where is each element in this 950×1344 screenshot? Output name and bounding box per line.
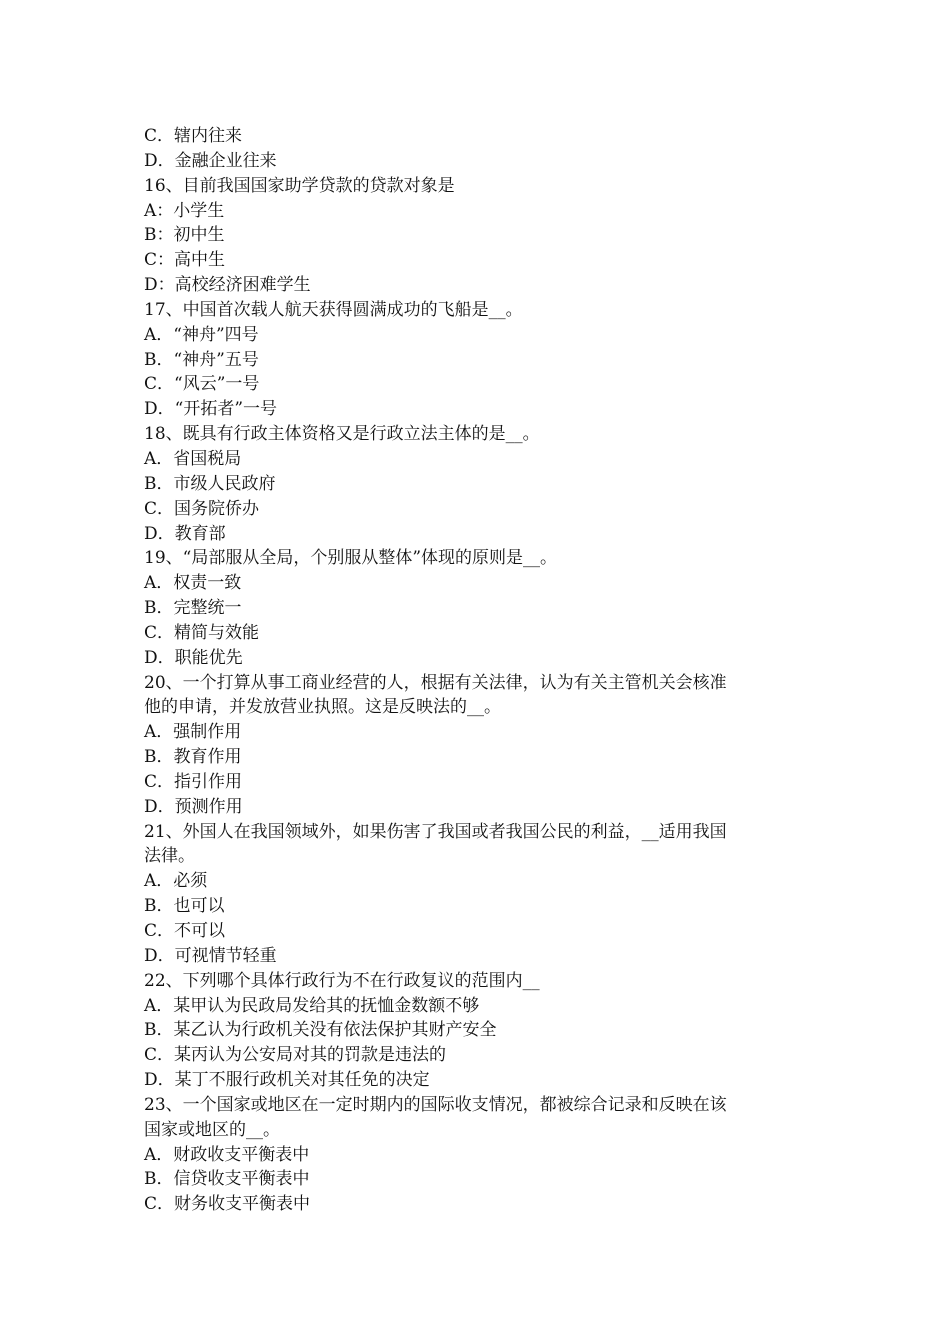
q21-option-d: D．可视情节轻重: [144, 945, 277, 966]
q17-option-d: D．“开拓者”一号: [144, 399, 278, 420]
q22-option-d: D．某丁不服行政机关对其任免的决定: [144, 1070, 430, 1091]
q23-option-b: B．信贷收支平衡表中: [144, 1169, 310, 1190]
question-20-line-1: 20、一个打算从事工商业经营的人，根据有关法律，认为有关主管机关会核准: [144, 672, 727, 693]
q17-option-c: C．“风云”一号: [144, 374, 260, 395]
q18-option-d: D．教育部: [144, 523, 226, 544]
q19-option-d: D．职能优先: [144, 647, 243, 668]
q18-option-a: A．省国税局: [144, 448, 242, 469]
question-21-line-1: 21、外国人在我国领域外，如果伤害了我国或者我国公民的利益，__适用我国: [144, 821, 727, 842]
q17-option-b: B．“神舟”五号: [144, 349, 259, 370]
q19-option-a: A．权责一致: [144, 573, 242, 594]
question-23-line-2: 国家或地区的__。: [144, 1119, 280, 1140]
text-line-d-option: D．金融企业往来: [144, 150, 277, 171]
q23-option-a: A．财政收支平衡表中: [144, 1144, 310, 1165]
q17-option-a: A．“神舟”四号: [144, 324, 259, 345]
q20-option-a: A．强制作用: [144, 722, 242, 743]
q16-option-a: A：小学生: [144, 200, 225, 221]
q16-option-b: B：初中生: [144, 225, 225, 246]
q22-option-a: A．某甲认为民政局发给其的抚恤金数额不够: [144, 995, 480, 1016]
question-22: 22、下列哪个具体行政行为不在行政复议的范围内__: [144, 970, 540, 991]
document-page: [144, 124, 824, 1217]
question-17: 17、中国首次载人航天获得圆满成功的飞船是__。: [144, 299, 523, 320]
q23-option-c: C．财务收支平衡表中: [144, 1194, 311, 1215]
q20-option-c: C．指引作用: [144, 771, 243, 792]
q18-option-b: B．市级人民政府: [144, 473, 276, 494]
question-23-line-1: 23、一个国家或地区在一定时期内的国际收支情况，都被综合记录和反映在该: [144, 1094, 727, 1115]
question-20-line-2: 他的申请，并发放营业执照。这是反映法的__。: [144, 697, 501, 718]
question-18: 18、既具有行政主体资格又是行政立法主体的是__。: [144, 424, 540, 445]
q19-option-b: B．完整统一: [144, 598, 242, 619]
text-line-c-option: C．辖内往来: [144, 126, 243, 146]
q22-option-b: B．某乙认为行政机关没有依法保护其财产安全: [144, 1020, 497, 1041]
q19-option-c: C．精简与效能: [144, 622, 260, 643]
q20-option-d: D．预测作用: [144, 796, 243, 817]
question-21-line-2: 法律。: [144, 846, 195, 867]
question-19: 19、“局部服从全局，个别服从整体”体现的原则是__。: [144, 548, 558, 569]
q21-option-b: B．也可以: [144, 896, 225, 917]
q21-option-a: A．必须: [144, 871, 208, 892]
q18-option-c: C．国务院侨办: [144, 498, 260, 519]
q16-option-c: C：高中生: [144, 250, 226, 271]
q20-option-b: B．教育作用: [144, 747, 242, 768]
q21-option-c: C．不可以: [144, 921, 226, 941]
q16-option-d: D：高校经济困难学生: [144, 275, 311, 296]
q22-option-c: C．某丙认为公安局对其的罚款是违法的: [144, 1045, 447, 1066]
question-16: 16、目前我国国家助学贷款的贷款对象是: [144, 175, 455, 196]
